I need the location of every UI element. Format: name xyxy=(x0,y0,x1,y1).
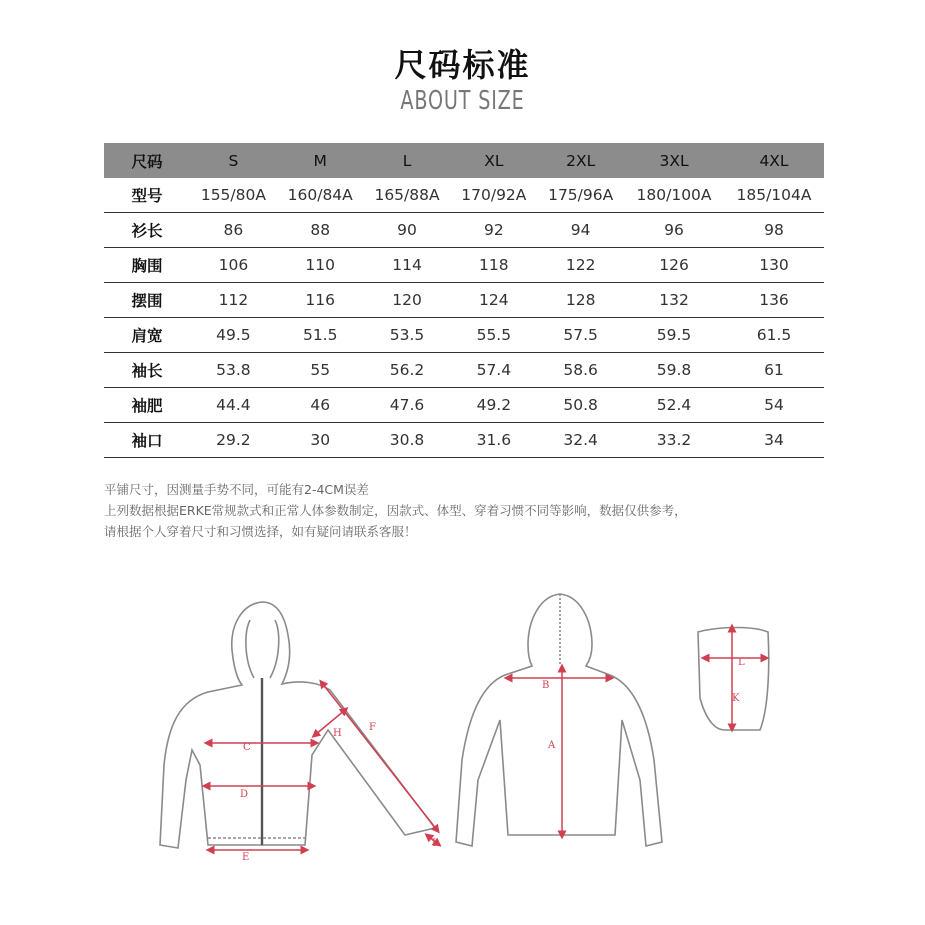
size-cell: 112 xyxy=(218,291,249,309)
size-cell: 53.5 xyxy=(389,326,425,344)
size-cell: 96 xyxy=(664,221,684,239)
size-cell: 126 xyxy=(659,256,689,274)
size-cell: 52.4 xyxy=(656,396,692,414)
size-cell: 175/96A xyxy=(548,186,614,204)
size-row-label: 袖口 xyxy=(131,432,163,450)
size-chart-table xyxy=(104,143,824,458)
size-cell: 106 xyxy=(218,256,249,274)
size-cell: 88 xyxy=(310,221,331,239)
front-measure-lines xyxy=(206,683,438,850)
size-row xyxy=(104,318,824,353)
size-cell: 92 xyxy=(483,221,504,239)
size-cell: 98 xyxy=(764,221,784,239)
size-column-header: 3XL xyxy=(624,143,724,178)
size-cell: 50.8 xyxy=(563,396,598,414)
size-cell: 33.2 xyxy=(656,431,692,449)
size-cell: 57.4 xyxy=(476,361,512,379)
size-cell: 165/88A xyxy=(374,186,440,204)
size-cell: 118 xyxy=(479,256,509,274)
size-cell: 155/80A xyxy=(200,186,266,204)
size-cell: 86 xyxy=(223,221,244,239)
size-row-label: 袖长 xyxy=(131,362,163,380)
page-title: 尺码标准 xyxy=(394,46,531,84)
size-cell: 94 xyxy=(570,221,591,239)
size-cell: 47.6 xyxy=(389,396,425,414)
measure-label-i: I xyxy=(432,838,436,849)
size-cell: 57.5 xyxy=(563,326,598,344)
size-cell: 180/100A xyxy=(636,186,712,204)
size-cell: 29.2 xyxy=(216,431,251,449)
size-column-header: L xyxy=(364,143,451,178)
size-cell: 132 xyxy=(659,291,689,309)
measure-label-d: D xyxy=(240,789,249,800)
size-cell: 185/104A xyxy=(736,186,812,204)
size-cell: 59.5 xyxy=(656,326,692,344)
size-cell: 30.8 xyxy=(389,431,425,449)
size-cell: 122 xyxy=(565,256,596,274)
size-row xyxy=(104,213,824,248)
size-cell: 32.4 xyxy=(563,431,598,449)
size-cell: 44.4 xyxy=(216,396,251,414)
measure-label-a: A xyxy=(548,740,556,751)
size-notes xyxy=(104,479,687,542)
size-cell: 54 xyxy=(764,396,784,414)
size-cell: 49.2 xyxy=(476,396,512,414)
size-column-header: 2XL xyxy=(537,143,624,178)
size-row xyxy=(104,353,824,388)
size-row-label: 摆围 xyxy=(131,292,163,310)
page-subtitle: ABOUT SIZE xyxy=(400,86,525,116)
size-row-label: 衫长 xyxy=(131,222,163,240)
size-cell: 116 xyxy=(305,291,336,309)
measure-label-f: F xyxy=(369,722,376,733)
size-row-label: 肩宽 xyxy=(131,327,163,345)
size-cell: 55.5 xyxy=(476,326,512,344)
size-cell: 61 xyxy=(764,361,784,379)
size-cell: 124 xyxy=(479,291,509,309)
size-column-header: S xyxy=(190,143,277,178)
size-cell: 30 xyxy=(310,431,331,449)
size-row xyxy=(104,178,824,213)
size-cell: 55 xyxy=(310,361,331,379)
measure-label-l: L xyxy=(738,657,745,668)
front-jacket-illustration xyxy=(160,602,435,848)
measure-label-b: B xyxy=(542,680,550,691)
note-line: 平铺尺寸，因测量手势不同，可能有2-4CM误差 xyxy=(104,482,369,497)
size-cell: 34 xyxy=(764,431,784,449)
back-jacket-illustration xyxy=(456,594,662,846)
hood-measure-lines xyxy=(705,628,765,728)
back-measure-lines xyxy=(508,668,610,835)
size-row xyxy=(104,423,824,458)
measure-label-k: K xyxy=(732,693,740,704)
size-row xyxy=(104,248,824,283)
size-row xyxy=(104,283,824,318)
measure-label-e: E xyxy=(242,852,250,863)
size-cell: 170/92A xyxy=(461,186,527,204)
size-cell: 120 xyxy=(392,291,422,309)
size-column-header: XL xyxy=(450,143,537,178)
measure-label-c: C xyxy=(243,742,251,753)
size-row-label: 胸围 xyxy=(131,257,163,275)
size-cell: 59.8 xyxy=(656,361,692,379)
measurement-diagram xyxy=(150,580,790,870)
size-cell: 90 xyxy=(397,221,417,239)
size-column-header: M xyxy=(277,143,364,178)
size-cell: 136 xyxy=(759,291,789,309)
size-row xyxy=(104,388,824,423)
measure-label-h: H xyxy=(333,728,342,739)
size-cell: 58.6 xyxy=(563,361,598,379)
size-cell: 160/84A xyxy=(287,186,353,204)
size-row-label: 型号 xyxy=(131,187,163,205)
size-cell: 114 xyxy=(392,256,422,274)
size-cell: 46 xyxy=(310,396,331,414)
size-cell: 53.8 xyxy=(216,361,251,379)
size-column-header: 4XL xyxy=(724,143,824,178)
size-cell: 110 xyxy=(305,256,336,274)
size-cell: 56.2 xyxy=(389,361,425,379)
size-cell: 49.5 xyxy=(216,326,251,344)
size-cell: 128 xyxy=(565,291,596,309)
size-column-header: 尺码 xyxy=(104,143,190,178)
size-row-label: 袖肥 xyxy=(131,397,163,415)
hood-detail-illustration xyxy=(698,628,769,731)
size-cell: 31.6 xyxy=(476,431,512,449)
note-line: 请根据个人穿着尺寸和习惯选择，如有疑问请联系客服！ xyxy=(104,524,417,539)
size-cell: 61.5 xyxy=(756,326,792,344)
size-cell: 51.5 xyxy=(302,326,338,344)
note-line: 上列数据根据ERKE常规款式和正常人体参数制定，因款式、体型、穿着习惯不同等影响，数据仅供参考， xyxy=(104,503,687,518)
size-header-row xyxy=(104,143,824,178)
size-cell: 130 xyxy=(759,256,789,274)
